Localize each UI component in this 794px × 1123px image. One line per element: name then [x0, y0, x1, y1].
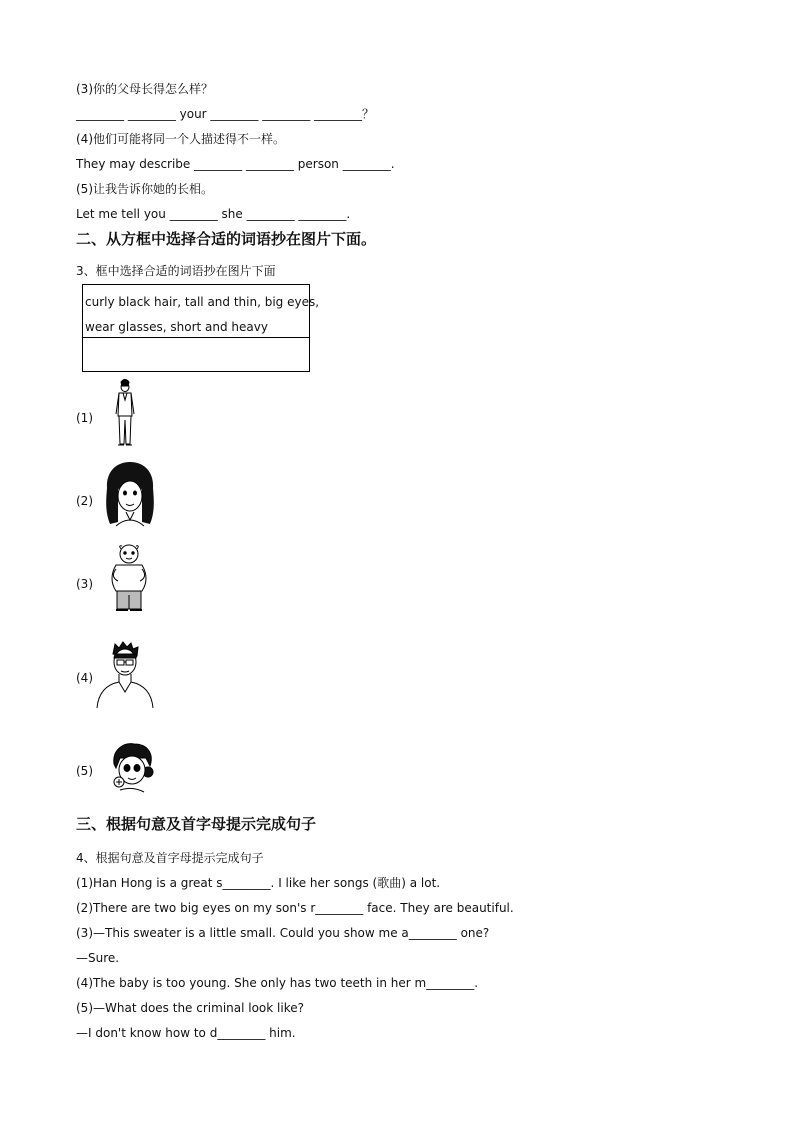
word-box-choices: [83, 285, 320, 338]
sentence-5-reply: —I don't know how to d________ him.: [76, 1026, 296, 1040]
curly-hair-woman-icon: [102, 460, 158, 530]
short-heavy-man-icon: [104, 543, 154, 613]
word-box-line2: wear glasses, short and heavy: [85, 320, 268, 334]
item5-label: (5): [76, 764, 93, 778]
sentence-4: (4)The baby is too young. She only has two teeth in her m________.: [76, 976, 479, 990]
q4-english: They may describe ________ ________ person ________.: [76, 157, 395, 171]
item1-label: (1): [76, 411, 93, 425]
q5-english: Let me tell you ________ she ________ ________.: [76, 207, 351, 221]
big-eyes-girl-icon: [106, 742, 158, 796]
item3-label: (3): [76, 577, 93, 591]
section2-heading: 二、从方框中选择合适的词语抄在图片下面。: [76, 230, 377, 248]
q4-chinese: (4)他们可能将同一个人描述得不一样。: [76, 132, 285, 146]
section3-heading: 三、根据句意及首字母提示完成句子: [76, 815, 317, 833]
sentence-5: (5)—What does the criminal look like?: [76, 1001, 304, 1015]
question3-title: 3、框中选择合适的词语抄在图片下面: [76, 264, 276, 278]
q3-english: ________ ________ your ________ ________ ________？: [76, 107, 375, 121]
item4-label: (4): [76, 671, 93, 685]
q3-chinese: (3)你的父母长得怎么样？: [76, 82, 213, 96]
item2-label: (2): [76, 494, 93, 508]
question4-title: 4、根据句意及首字母提示完成句子: [76, 851, 264, 865]
sentence-2: (2)There are two big eyes on my son's r________ face. They are beautiful.: [76, 901, 514, 915]
word-box: [82, 284, 320, 372]
glasses-man-icon: [93, 640, 157, 710]
tall-thin-man-icon: [110, 378, 140, 448]
word-box-line1: curly black hair, tall and thin, big eyes,: [85, 295, 320, 309]
q5-chinese: (5)让我告诉你她的长相。: [76, 182, 213, 196]
sentence-3-reply: —Sure.: [76, 951, 120, 965]
sentence-3: (3)—This sweater is a little small. Could you show me a________ one?: [76, 926, 490, 940]
sentence-1: (1)Han Hong is a great s________. I like her songs (歌曲) a lot.: [76, 876, 441, 890]
